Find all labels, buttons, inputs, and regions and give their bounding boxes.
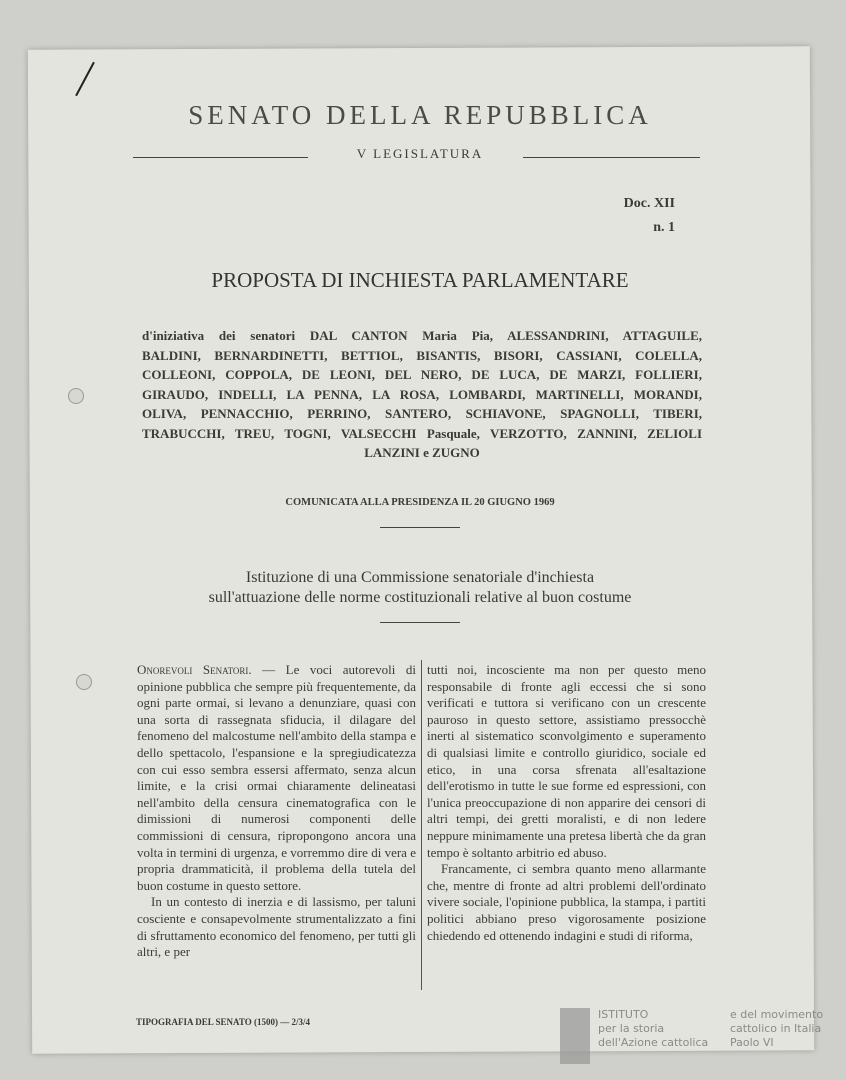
watermark-line: Paolo VI [730, 1036, 774, 1049]
paragraph [137, 662, 416, 894]
watermark-line: e del movimento [730, 1008, 824, 1021]
sponsors-line: GIRAUDO, INDELLI, LA PENNA, LA ROSA, LOMBARDI, MARTINELLI, MORANDI, [142, 386, 702, 402]
divider [380, 622, 460, 623]
paragraph: tutti noi, incosciente ma non per questo meno responsabile di fronte agli eccessi che si sono verificati e tuttora si verificano con un crescente pauroso in questo settore, assistiamo pressocchè inerti al sistematico sconvolgimento e superamento di qualsiasi limite e controllo giuridico, sociale ed etico, in una corsa sfrenata all'esaltazione dell'erotismo in tutte le sue forme ed espressioni, con l'unica preoccupazione di non apparire dei censori di altri tempi, dei gretti moralisti, e di non ledere neppure minimamente una pretesa libertà che da gran tempo è soltanto arbitrio ed abuso. [427, 662, 706, 860]
punch-hole [76, 674, 92, 690]
sponsors-list [142, 326, 702, 463]
doc-label: Doc. XII [623, 196, 675, 211]
isacem-logo [560, 1008, 590, 1064]
sponsors-line: d'iniziativa dei senatori DAL CANTON Maria Pia, ALESSANDRINI, ATTAGUILE, [142, 328, 702, 343]
sponsors-line: OLIVA, PENNACCHIO, PERRINO, SANTERO, SCHIAVONE, SPAGNOLLI, TIBERI, [142, 406, 702, 421]
sponsors-line: BALDINI, BERNARDINETTI, BETTIOL, BISANTIS, BISORI, CASSIANI, COLELLA, [142, 347, 702, 363]
punch-hole [68, 388, 84, 404]
subject-line: Istituzione di una Commissione senatoriale d'inchiesta [245, 569, 595, 586]
column-divider [421, 660, 422, 990]
doc-number [600, 192, 675, 240]
sponsors-line: LANZINI e ZUGNO [364, 445, 480, 460]
watermark-line: ISTITUTO [598, 1008, 649, 1021]
communication-date: COMUNICATA ALLA PRESIDENZA IL 20 GIUGNO 1969 [285, 497, 555, 508]
right-column [427, 662, 706, 944]
senate-title: SENATO DELLA REPUBBLICA [188, 100, 652, 130]
watermark-line: per la storia [598, 1022, 665, 1035]
watermark-line: cattolico in Italia [730, 1022, 822, 1035]
printer-footer: TIPOGRAFIA DEL SENATO (1500) — 2/3/4 [136, 1017, 310, 1027]
divider [380, 527, 460, 528]
left-column [137, 662, 416, 961]
doc-n: n. 1 [653, 220, 675, 235]
salutation: Onorevoli Senatori. [137, 662, 252, 677]
subject [60, 568, 780, 608]
paragraph-text: — Le voci autorevoli di opinione pubblica che sempre più frequentemente, da ogni parte ormai, si levano a denunziare, quasi con una sorta di rassegnata sfiducia, il dilagare del fenomeno del malcostume nell'ambito della stampa e dello spettacolo, l'espansione e la spregiudicatezza con cui esso sembra essersi affermato, senza alcun limite, e la crisi ormai chiaramente delineatasi nell'ambito della censura cinematografica con le dimissioni di numerosi componenti delle commissioni di censura, ripropongono ancora una volta in termini di urgenza, e vorremmo dire di vera e propria drammaticità, il problema della tutela del buon costume in questo settore. [137, 662, 416, 893]
paragraph: Francamente, ci sembra quanto meno allarmante che, mentre di fronte ad altri problemi dell'ordinato vivere sociale, l'opinione pubblica, la stampa, i partiti politici abbiano preso vigorosamente posizione chiedendo ed ottenendo indagini e studi di riforma, [427, 861, 706, 943]
isacem-watermark [560, 1008, 840, 1068]
proposal-title: PROPOSTA DI INCHIESTA PARLAMENTARE [211, 268, 629, 292]
sponsors-line: COLLEONI, COPPOLA, DE LEONI, DEL NERO, DE LUCA, DE MARZI, FOLLIERI, [142, 367, 702, 382]
watermark-line: dell'Azione cattolica [598, 1036, 709, 1049]
legislature: V LEGISLATURA [356, 146, 484, 161]
sponsors-line: TRABUCCHI, TREU, TOGNI, VALSECCHI Pasquale, VERZOTTO, ZANNINI, ZELIOLI [142, 425, 702, 441]
subject-line: sull'attuazione delle norme costituzionali relative al buon costume [208, 589, 632, 606]
paragraph: In un contesto di inerzia e di lassismo, per taluni cosciente e consapevolmente strumentalizzato a fini di sfruttamento economico del fenomeno, per tutti gli altri, e per [137, 894, 416, 960]
